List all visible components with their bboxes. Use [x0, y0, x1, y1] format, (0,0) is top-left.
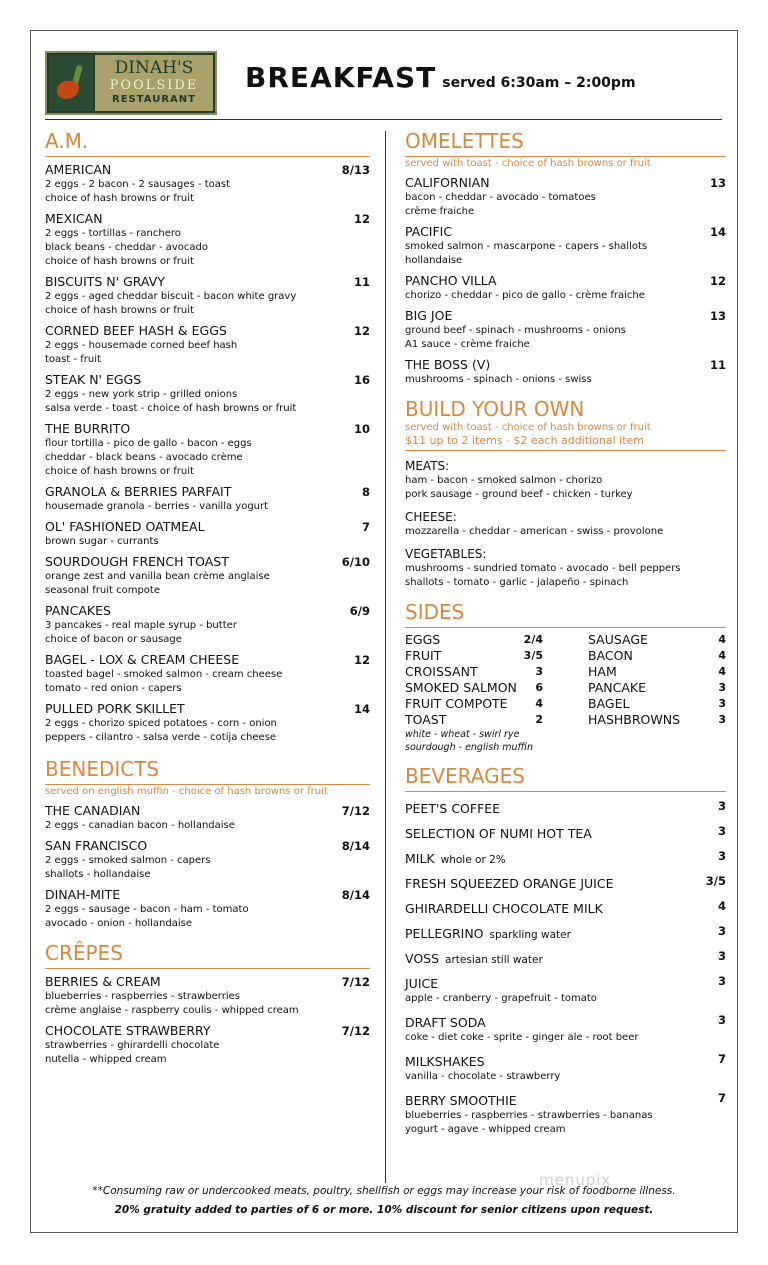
beverage-detail: artesian still water [445, 954, 543, 966]
item-price: 10 [353, 422, 370, 436]
beverage-name: VOSS [405, 951, 440, 966]
item-description: 2 eggs - new york strip - grilled onions [45, 389, 238, 400]
item-name: CORNED BEEF HASH & EGGS [45, 323, 227, 338]
side-price: 3 [718, 713, 726, 726]
item-description: toast - fruit [45, 354, 101, 365]
side-name: CROISSANT [405, 664, 478, 679]
side-price: 3 [718, 697, 726, 710]
beverage-item [405, 898, 726, 917]
beverage-name: GHIRARDELLI CHOCOLATE MILK [405, 901, 603, 916]
menu-item [45, 484, 370, 514]
item-description: mushrooms - spinach - onions - swiss [405, 374, 592, 385]
sides-left-list [405, 632, 543, 728]
item-description: 3 pancakes - real maple syrup - butter [45, 620, 237, 631]
sides-right-column [588, 632, 726, 754]
menu-item [45, 701, 370, 745]
item-description: housemade granola - berries - vanilla yogurt [45, 501, 269, 512]
menu-item [45, 274, 370, 318]
menu-item [45, 974, 370, 1018]
item-description: peppers - cilantro - salsa verde - cotija cheese [45, 732, 277, 743]
section-title-omelettes: OMELETTES [405, 129, 524, 153]
item-price: 14 [709, 225, 726, 239]
beverage-description: vanilla - chocolate - strawberry [405, 1071, 561, 1082]
logo-flower-art [49, 55, 93, 111]
beverage-detail: sparkling water [489, 929, 571, 941]
item-description: tomato - red onion - capers [45, 683, 182, 694]
beverage-item [405, 1051, 726, 1084]
build-group-options: shallots - tomato - garlic - jalapeño - spinach [405, 577, 629, 588]
side-item [405, 680, 543, 696]
header-divider [45, 119, 722, 120]
beverage-description: coke - diet coke - sprite - ginger ale - root beer [405, 1032, 639, 1043]
item-name: THE CANADIAN [45, 803, 141, 818]
item-name: PANCAKES [45, 603, 111, 618]
logo-line-2: POOLSIDE [109, 78, 199, 93]
beverage-line [405, 798, 726, 817]
item-name: STEAK N' EGGS [45, 372, 142, 387]
menu-item [45, 838, 370, 882]
beverage-price: 3 [717, 799, 726, 813]
build-group-label: CHEESE: [405, 510, 457, 524]
beverage-price: 3 [717, 849, 726, 863]
item-description: salsa verde - toast - choice of hash browns or fruit [45, 403, 297, 414]
side-item [588, 632, 726, 648]
beverage-items [405, 798, 726, 1137]
section-title-am: A.M. [45, 129, 89, 153]
item-description: choice of hash browns or fruit [45, 466, 194, 477]
section-title-sides: SIDES [405, 600, 465, 624]
health-disclaimer: **Consuming raw or undercooked meats, poultry, shellfish or eggs may increase your risk of foodborne illness. [92, 1185, 676, 1197]
beverage-detail: whole or 2% [440, 854, 506, 866]
side-name: HAM [588, 664, 617, 679]
menu-item [45, 1023, 370, 1067]
beverage-price: 7 [717, 1091, 726, 1105]
item-price: 7 [361, 520, 370, 534]
item-description: 2 eggs - canadian bacon - hollandaise [45, 820, 235, 831]
beverage-price: 4 [717, 899, 726, 913]
menu-item [405, 357, 726, 387]
side-item [405, 712, 543, 728]
menu-item [45, 554, 370, 598]
side-price: 4 [718, 665, 726, 678]
side-item [405, 632, 543, 648]
side-price: 6 [535, 681, 543, 694]
toast-note-1: white - wheat - swirl rye [405, 729, 520, 740]
side-item [405, 664, 543, 680]
item-price: 11 [353, 275, 370, 289]
beverage-price: 3/5 [705, 874, 726, 888]
item-description: crème anglaise - raspberry coulis - whipped cream [45, 1005, 299, 1016]
item-name: CHOCOLATE STRAWBERRY [45, 1023, 211, 1038]
side-name: EGGS [405, 632, 441, 647]
item-description: flour tortilla - pico de gallo - bacon - eggs [45, 438, 252, 449]
side-item [405, 696, 543, 712]
item-description: chorizo - cheddar - pico de gallo - crème fraiche [405, 290, 645, 301]
item-name: SOURDOUGH FRENCH TOAST [45, 554, 229, 569]
item-price: 12 [353, 324, 370, 338]
item-description: hollandaise [405, 255, 463, 266]
item-description: shallots - hollandaise [45, 869, 151, 880]
item-description: avocado - onion - hollandaise [45, 918, 192, 929]
item-price: 8/13 [341, 163, 370, 177]
side-price: 4 [718, 633, 726, 646]
menu-item [45, 421, 370, 479]
beverage-price: 7 [717, 1052, 726, 1066]
restaurant-logo [45, 51, 217, 115]
item-price: 12 [353, 653, 370, 667]
beverage-price: 3 [717, 1013, 726, 1027]
column-divider [385, 131, 386, 1183]
side-item [588, 712, 726, 728]
side-price: 3 [535, 665, 543, 678]
side-name: SMOKED SALMON [405, 680, 517, 695]
item-description: choice of hash browns or fruit [45, 256, 194, 267]
item-description: choice of bacon or sausage [45, 634, 182, 645]
sides-left-column [405, 632, 543, 754]
side-name: FRUIT [405, 648, 442, 663]
build-group-options: ham - bacon - smoked salmon - chorizo [405, 475, 603, 486]
item-description: A1 sauce - crème fraiche [405, 339, 530, 350]
item-description: 2 eggs - aged cheddar biscuit - bacon white gravy [45, 291, 297, 302]
watermark: menupix [539, 1171, 612, 1189]
item-price: 7/12 [341, 975, 370, 989]
beverage-item [405, 948, 726, 967]
item-name: THE BOSS (V) [405, 357, 491, 372]
omelettes-note: served with toast - choice of hash browns or fruit [405, 158, 651, 169]
gratuity-note: 20% gratuity added to parties of 6 or more. 10% discount for senior citizens upon request. [114, 1204, 654, 1216]
beverage-name: BERRY SMOOTHIE [405, 1093, 517, 1108]
served-hours: served 6:30am – 2:00pm [442, 75, 636, 91]
item-name: AMERICAN [45, 162, 112, 177]
side-price: 4 [535, 697, 543, 710]
menu-item [45, 323, 370, 367]
build-note-2: $11 up to 2 items - $2 each additional item [405, 434, 645, 447]
menu-page [30, 30, 738, 1233]
side-item [405, 648, 543, 664]
beverage-item [405, 923, 726, 942]
beverage-price: 3 [717, 824, 726, 838]
item-description: orange zest and vanilla bean crème anglaise [45, 571, 270, 582]
sides-grid [405, 632, 726, 754]
beverage-line [405, 973, 726, 992]
item-description: seasonal fruit compote [45, 585, 160, 596]
section-title-beverages: BEVERAGES [405, 764, 525, 788]
side-name: PANCAKE [588, 680, 647, 695]
beverage-item [405, 798, 726, 817]
item-description: choice of hash browns or fruit [45, 305, 194, 316]
beverage-price: 3 [717, 949, 726, 963]
item-description: crème fraiche [405, 206, 475, 217]
side-price: 3 [718, 681, 726, 694]
crepes-items [45, 974, 370, 1067]
side-name: SAUSAGE [588, 632, 648, 647]
section-title-crepes: CRÊPES [45, 941, 123, 965]
item-price: 7/12 [341, 1024, 370, 1038]
item-description: toasted bagel - smoked salmon - cream cheese [45, 669, 283, 680]
item-description: smoked salmon - mascarpone - capers - shallots [405, 241, 648, 252]
item-description: choice of hash browns or fruit [45, 193, 194, 204]
menu-item [45, 519, 370, 549]
side-name: BACON [588, 648, 633, 663]
beverage-line [405, 923, 726, 942]
item-price: 13 [709, 176, 726, 190]
beverage-line [405, 848, 726, 867]
beverage-description: apple - cranberry - grapefruit - tomato [405, 993, 597, 1004]
menu-item [45, 603, 370, 647]
item-description: ground beef - spinach - mushrooms - onions [405, 325, 626, 336]
side-price: 2 [535, 713, 543, 726]
beverage-line [405, 948, 726, 967]
beverage-item [405, 1012, 726, 1045]
item-description: 2 eggs - housemade corned beef hash [45, 340, 238, 351]
benedicts-note: served on english muffin - choice of hash browns or fruit [45, 786, 328, 797]
menu-item [45, 803, 370, 833]
beverage-name: PEET'S COFFEE [405, 801, 501, 816]
item-price: 6/9 [349, 604, 370, 618]
beverage-name: PELLEGRINO [405, 926, 484, 941]
item-description: strawberries - ghirardelli chocolate [45, 1040, 220, 1051]
section-title-build-your-own: BUILD YOUR OWN [405, 397, 585, 421]
item-price: 12 [709, 274, 726, 288]
item-description: brown sugar - currants [45, 536, 159, 547]
section-rule [405, 627, 726, 628]
item-price: 13 [709, 309, 726, 323]
beverage-item [405, 848, 726, 867]
sides-right-list [588, 632, 726, 728]
logo-line-1: DINAH'S [114, 58, 194, 78]
beverage-line [405, 898, 726, 917]
section-rule [45, 968, 370, 969]
build-group-label: VEGETABLES: [405, 547, 487, 561]
beverage-item [405, 1090, 726, 1137]
beverage-item [405, 973, 726, 1006]
item-price: 6/10 [341, 555, 370, 569]
item-name: PACIFIC [405, 224, 453, 239]
menu-item [45, 211, 370, 269]
item-price: 16 [353, 373, 370, 387]
item-name: GRANOLA & BERRIES PARFAIT [45, 484, 232, 499]
side-price: 3/5 [523, 649, 543, 662]
side-item [588, 664, 726, 680]
item-description: bacon - cheddar - avocado - tomatoes [405, 192, 596, 203]
item-name: OL' FASHIONED OATMEAL [45, 519, 205, 534]
build-group-options: mozzarella - cheddar - american - swiss - provolone [405, 526, 664, 537]
left-column [45, 129, 370, 1067]
item-name: MEXICAN [45, 211, 103, 226]
logo-line-3: RESTAURANT [112, 94, 196, 105]
section-rule [405, 791, 726, 792]
side-item [588, 648, 726, 664]
beverage-line [405, 823, 726, 842]
item-name: BISCUITS N' GRAVY [45, 274, 165, 289]
item-name: DINAH-MITE [45, 887, 121, 902]
build-group-options: mushrooms - sundried tomato - avocado - bell peppers [405, 563, 681, 574]
menu-item [45, 162, 370, 206]
beverage-item [405, 873, 726, 892]
item-price: 12 [353, 212, 370, 226]
item-price: 8/14 [341, 839, 370, 853]
beverage-item [405, 823, 726, 842]
menu-item [45, 652, 370, 696]
build-groups [405, 459, 726, 590]
item-name: BAGEL - LOX & CREAM CHEESE [45, 652, 240, 667]
side-price: 4 [718, 649, 726, 662]
build-note-1: served with toast - choice of hash browns or fruit [405, 422, 651, 433]
beverage-line [405, 1090, 726, 1109]
menu-item [45, 372, 370, 416]
side-item [588, 680, 726, 696]
item-description: 2 eggs - smoked salmon - capers [45, 855, 211, 866]
item-name: PANCHO VILLA [405, 273, 497, 288]
page-title [245, 61, 636, 94]
item-description: cheddar - black beans - avocado crème [45, 452, 243, 463]
beverage-description: yogurt - agave - whipped cream [405, 1124, 566, 1135]
menu-item [405, 308, 726, 352]
item-price: 8/14 [341, 888, 370, 902]
beverage-description: blueberries - raspberries - strawberries - bananas [405, 1110, 653, 1121]
section-rule [405, 450, 726, 451]
item-description: 2 eggs - chorizo spiced potatoes - corn - onion [45, 718, 277, 729]
section-rule [45, 156, 370, 157]
item-name: THE BURRITO [45, 421, 131, 436]
menu-item [405, 175, 726, 219]
beverage-name: MILK [405, 851, 435, 866]
breakfast-heading: BREAKFAST [245, 61, 437, 94]
right-column [405, 129, 726, 1137]
item-price: 11 [709, 358, 726, 372]
item-name: PULLED PORK SKILLET [45, 701, 185, 716]
beverage-name: FRESH SQUEEZED ORANGE JUICE [405, 876, 614, 891]
section-title-benedicts: BENEDICTS [45, 757, 160, 781]
side-name: TOAST [405, 712, 447, 727]
side-item [588, 696, 726, 712]
benedicts-items [45, 803, 370, 931]
item-price: 8 [361, 485, 370, 499]
item-name: CALIFORNIAN [405, 175, 490, 190]
item-description: nutella - whipped cream [45, 1054, 167, 1065]
menu-item [405, 224, 726, 268]
build-group-label: MEATS: [405, 459, 450, 473]
beverage-line [405, 1051, 726, 1070]
item-description: blueberries - raspberries - strawberries [45, 991, 240, 1002]
item-description: 2 eggs - sausage - bacon - ham - tomato [45, 904, 249, 915]
side-name: HASHBROWNS [588, 712, 681, 727]
item-name: SAN FRANCISCO [45, 838, 148, 853]
beverage-name: MILKSHAKES [405, 1054, 485, 1069]
logo-text-panel [95, 55, 213, 111]
side-name: FRUIT COMPOTE [405, 696, 508, 711]
am-items [45, 162, 370, 745]
toast-note-2: sourdough - english muffin [405, 742, 534, 753]
item-price: 14 [353, 702, 370, 716]
beverage-name: JUICE [405, 976, 439, 991]
omelettes-items [405, 175, 726, 387]
item-description: 2 eggs - tortillas - ranchero [45, 228, 181, 239]
beverage-line [405, 1012, 726, 1031]
beverage-price: 3 [717, 974, 726, 988]
build-group-options: pork sausage - ground beef - chicken - turkey [405, 489, 633, 500]
beverage-name: SELECTION OF NUMI HOT TEA [405, 826, 592, 841]
menu-item [45, 887, 370, 931]
side-name: BAGEL [588, 696, 630, 711]
item-description: black beans - cheddar - avocado [45, 242, 209, 253]
side-price: 2/4 [523, 633, 543, 646]
item-price: 7/12 [341, 804, 370, 818]
beverage-name: DRAFT SODA [405, 1015, 486, 1030]
item-name: BERRIES & CREAM [45, 974, 161, 989]
beverage-price: 3 [717, 924, 726, 938]
item-description: 2 eggs - 2 bacon - 2 sausages - toast [45, 179, 231, 190]
menu-item [405, 273, 726, 303]
item-name: BIG JOE [405, 308, 453, 323]
beverage-line [405, 873, 726, 892]
